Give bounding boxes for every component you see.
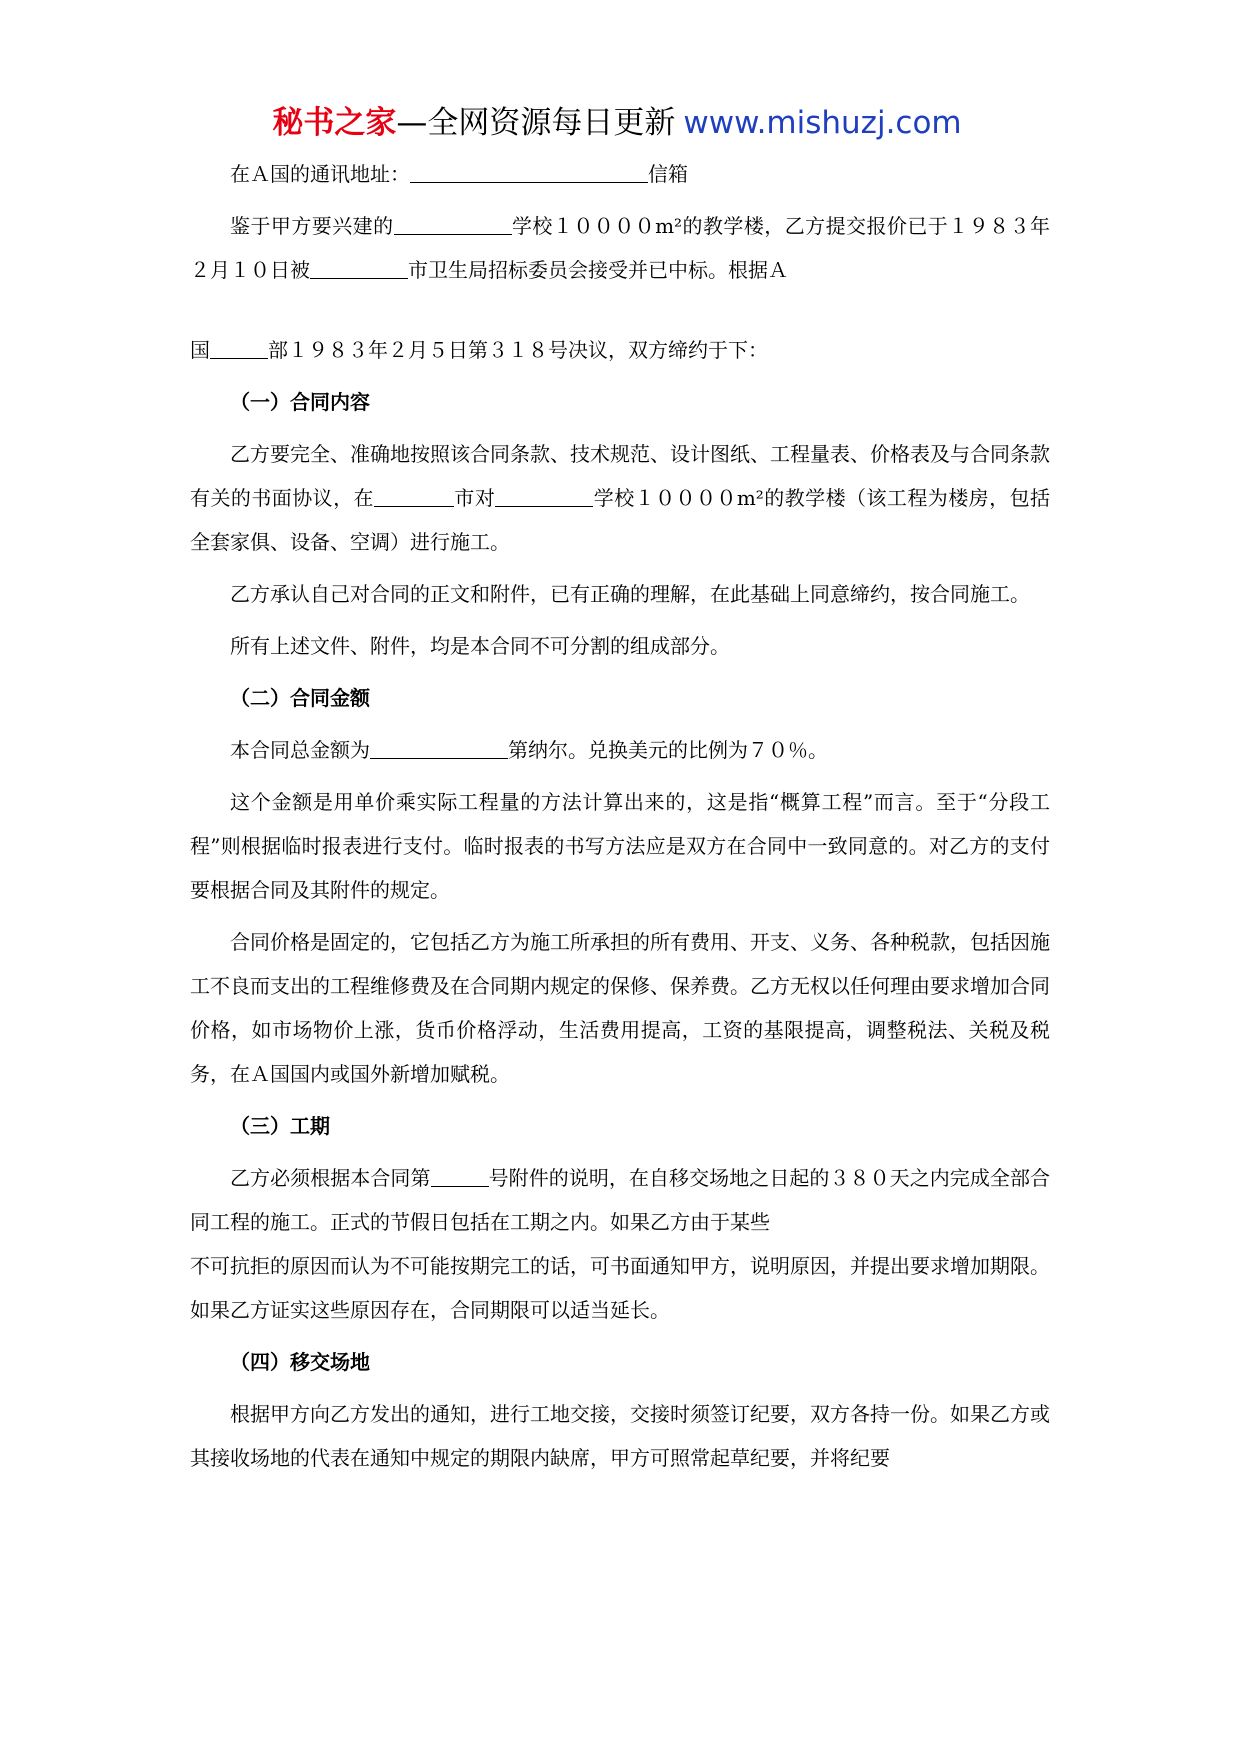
intro-paragraph-continued: 国 部１９８３年２月５日第３１８号决议，双方缔约于下： (190, 338, 768, 362)
contract-body (190, 152, 1050, 1488)
banner-url[interactable]: www.mishuzj.com (683, 105, 962, 141)
address-paragraph: 在Ａ国的通讯地址： 信箱 (230, 162, 688, 186)
fill-blank (495, 484, 593, 507)
fill-blank (374, 484, 454, 507)
fill-blank (410, 160, 648, 183)
fill-blank (210, 336, 268, 359)
section-1-paragraph-2: 乙方承认自己对合同的正文和附件，已有正确的理解，在此基础上同意缔约，按合同施工。 (230, 582, 1030, 606)
section-heading-2: （二）合同金额 (230, 686, 370, 710)
section-3-paragraph-2: 不可抗拒的原因而认为不可能按期完工的话，可书面通知甲方，说明原因，并提出要求增加期限。如果乙方证实这些原因存在，合同期限可以适当延长。 (190, 1254, 1050, 1322)
fill-blank (310, 256, 408, 279)
section-2-paragraph-3: 合同价格是固定的，它包括乙方为施工所承担的所有费用、开支、义务、各种税款，包括因施工不良而支出的工程维修费及在合同期内规定的保修、保养费。乙方无权以任何理由要求增加合同价格，如市场物价上涨，货币价格浮动，生活费用提高，工资的基限提高，调整税法、关税及税务，在Ａ国国内或国外新增加赋税。 (190, 930, 1050, 1086)
section-1-paragraph-1: 乙方要完全、准确地按照该合同条款、技术规范、设计图纸、工程量表、价格表及与合同条款有关的书面协议，在 市对 学校１００００m²的教学楼（该工程为楼房，包括全套家俱、设备、空调）进行施工。 (190, 442, 1051, 554)
section-heading-1: （一）合同内容 (230, 390, 370, 414)
banner-slogan: —全网资源每日更新 (396, 105, 676, 141)
section-2-paragraph-1: 本合同总金额为 第纳尔。兑换美元的比例为７０％。 (230, 738, 828, 762)
fill-blank (431, 1164, 489, 1187)
section-heading-3: （三）工期 (230, 1114, 330, 1138)
banner-brand: 秘书之家 (272, 105, 397, 141)
intro-paragraph: 鉴于甲方要兴建的 学校１００００m²的教学楼，乙方提交报价已于１９８３年２月１０日被 市卫生局招标委员会接受并已中标。根据Ａ (190, 214, 1051, 282)
section-2-paragraph-2: 这个金额是用单价乘实际工程量的方法计算出来的，这是指“概算工程”而言。至于“分段工程”则根据临时报表进行支付。临时报表的书写方法应是双方在合同中一致同意的。对乙方的支付要根据合同及其附件的规定。 (190, 790, 1050, 902)
fill-blank (394, 212, 512, 235)
section-heading-4: （四）移交场地 (230, 1350, 370, 1374)
section-1-paragraph-3: 所有上述文件、附件，均是本合同不可分割的组成部分。 (230, 634, 730, 658)
section-4-paragraph-1: 根据甲方向乙方发出的通知，进行工地交接，交接时须签订纪要，双方各持一份。如果乙方或其接收场地的代表在通知中规定的期限内缺席，甲方可照常起草纪要，并将纪要 (190, 1402, 1050, 1470)
site-banner (0, 103, 1234, 143)
fill-blank (370, 736, 508, 759)
section-3-paragraph-1: 乙方必须根据本合同第 号附件的说明，在自移交场地之日起的３８０天之内完成全部合同工程的施工。正式的节假日包括在工期之内。如果乙方由于某些 (190, 1166, 1051, 1234)
